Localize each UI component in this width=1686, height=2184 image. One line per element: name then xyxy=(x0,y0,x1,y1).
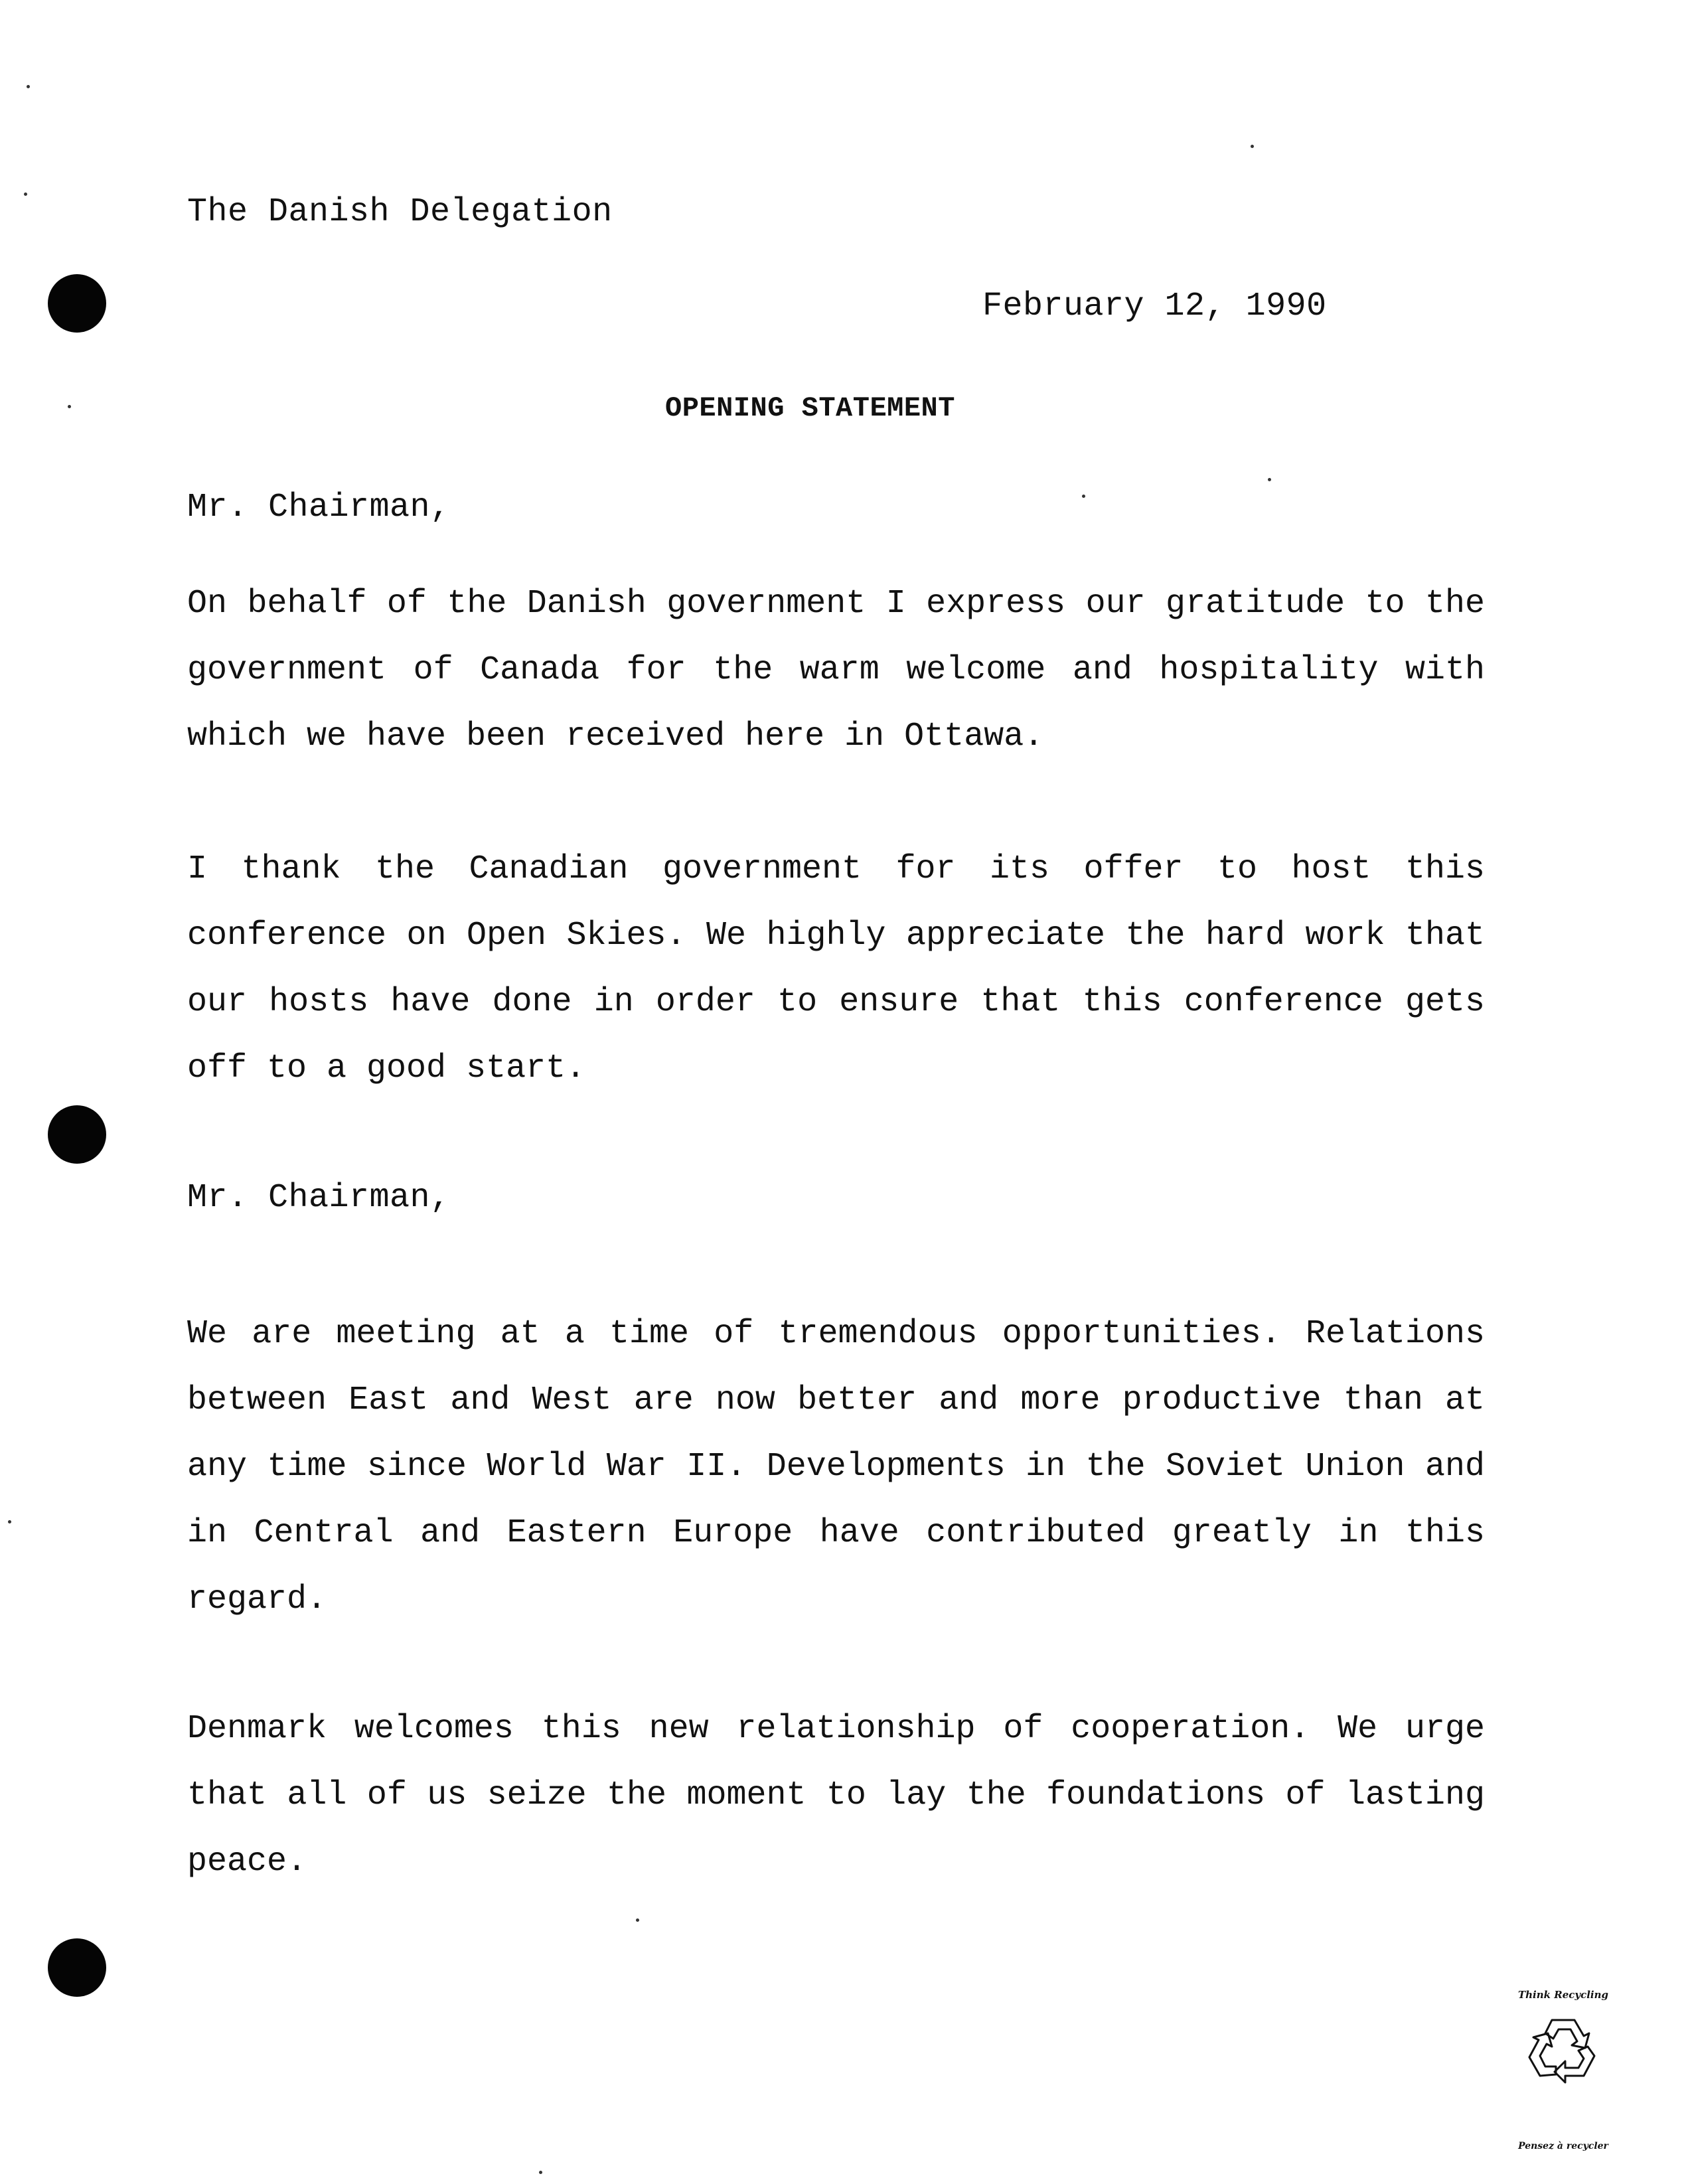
paragraph-line: any time since World War II. Developments in the Soviet Union and xyxy=(187,1448,1485,1486)
paragraph-line: which we have been received here in Ottawa. xyxy=(187,718,1044,755)
paragraph-line: government of Canada for the warm welcome and hospitality with xyxy=(187,651,1485,689)
scan-speck xyxy=(68,405,71,408)
paragraph-line: between East and West are now better and more productive than at xyxy=(187,1381,1485,1419)
paragraph-line: I thank the Canadian government for its offer to host this xyxy=(187,850,1485,888)
salutation-first: Mr. Chairman, xyxy=(187,489,451,526)
paragraph-line: We are meeting at a time of tremendous opportunities. Relations xyxy=(187,1315,1485,1353)
paragraph-line: regard. xyxy=(187,1581,327,1618)
paragraph-line: conference on Open Skies. We highly appreciate the hard work that xyxy=(187,917,1485,955)
paragraph-line: peace. xyxy=(187,1843,307,1881)
paragraph-line: On behalf of the Danish government I express our gratitude to the xyxy=(187,585,1485,623)
recycle-logo-bottom-text: Pensez à recycler xyxy=(1518,2141,1608,2151)
scan-speck xyxy=(1082,495,1085,498)
recycle-icon xyxy=(1520,2007,1606,2093)
scan-speck xyxy=(1268,478,1271,481)
paragraph-line: Denmark welcomes this new relationship of cooperation. We urge xyxy=(187,1710,1485,1748)
scan-speck xyxy=(539,2171,542,2174)
delegation-name: The Danish Delegation xyxy=(187,193,613,231)
punch-hole-middle xyxy=(48,1105,106,1164)
paragraph-thanks xyxy=(187,836,1485,1102)
scan-speck xyxy=(1251,145,1254,148)
paragraph-opportunities xyxy=(187,1301,1485,1633)
document-title: OPENING STATEMENT xyxy=(665,392,955,424)
paragraph-line: that all of us seize the moment to lay the foundations of lasting xyxy=(187,1776,1485,1814)
paragraph-line: off to a good start. xyxy=(187,1050,586,1087)
salutation-second: Mr. Chairman, xyxy=(187,1179,451,1217)
scan-speck xyxy=(27,85,30,88)
paragraph-line: our hosts have done in order to ensure that this conference gets xyxy=(187,983,1485,1021)
document-date: February 12, 1990 xyxy=(982,287,1327,325)
paragraph-line: in Central and Eastern Europe have contributed greatly in this xyxy=(187,1514,1485,1552)
scan-speck xyxy=(8,1520,11,1523)
punch-hole-bottom xyxy=(48,1938,106,1997)
paragraph-gratitude xyxy=(187,571,1485,770)
scan-speck xyxy=(24,193,27,196)
scan-speck xyxy=(636,1918,639,1922)
paragraph-cooperation xyxy=(187,1696,1485,1895)
punch-hole-top xyxy=(48,274,106,333)
recycle-logo-top-text: Think Recycling xyxy=(1517,1989,1609,2001)
recycle-logo xyxy=(1513,1988,1613,2161)
